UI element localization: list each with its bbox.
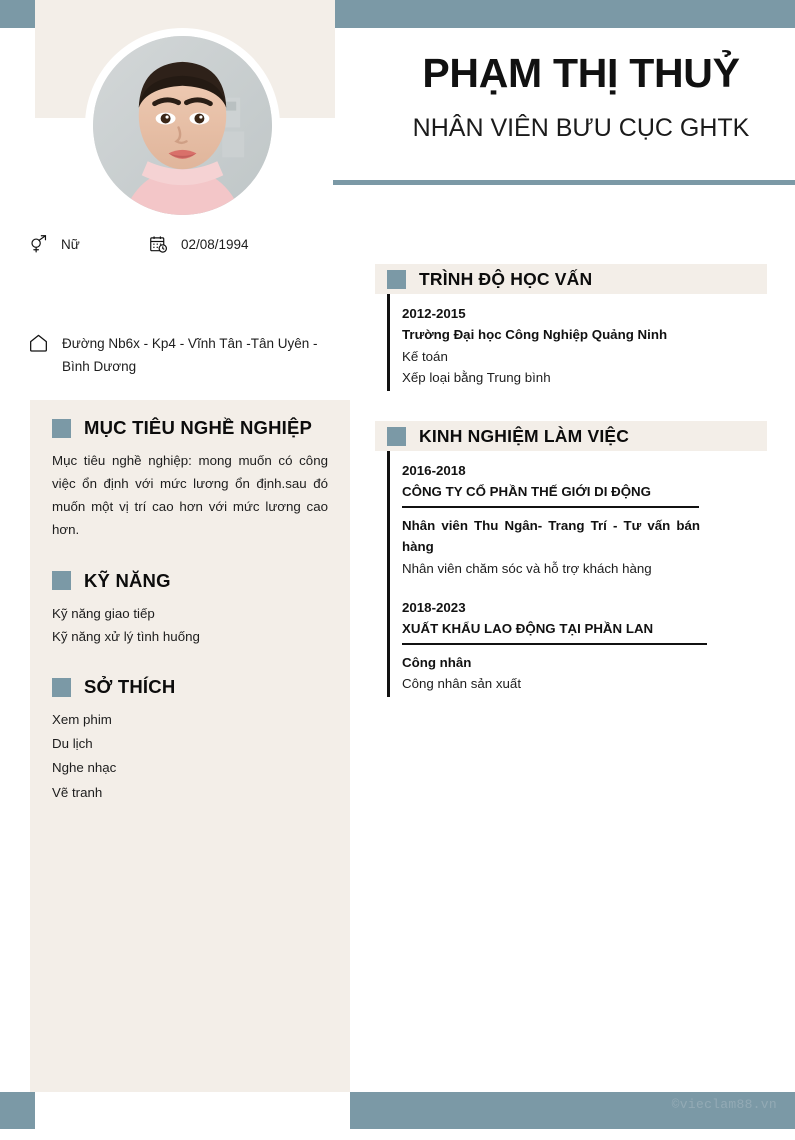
skills-list [52, 602, 328, 649]
experience-description: Công nhân sản xuất [402, 676, 522, 692]
personal-meta-row [25, 232, 335, 256]
list-item: Du lịch [52, 736, 93, 752]
square-bullet-icon [52, 419, 71, 438]
section-education-title: TRÌNH ĐỘ HỌC VẤN [419, 268, 593, 289]
experience-company: CÔNG TY CỔ PHẦN THẾ GIỚI DI ĐỘNG [402, 481, 699, 507]
portrait-illustration [93, 36, 272, 215]
job-title: NHÂN VIÊN BƯU CỤC GHTK [412, 114, 750, 142]
section-skills-title: KỸ NĂNG [84, 569, 171, 591]
square-bullet-icon [387, 270, 406, 289]
list-item: Kỹ năng xử lý tình huống [52, 628, 200, 644]
section-experience-title: KINH NGHIỆM LÀM VIỆC [419, 425, 630, 446]
address-field [25, 332, 335, 378]
experience-company: XUẤT KHẨU LAO ĐỘNG TẠI PHẦN LAN [402, 618, 707, 644]
watermark: ©vieclam88.vn [671, 1097, 777, 1112]
education-entry [402, 303, 767, 391]
section-education [375, 264, 767, 391]
list-item: Kỹ năng giao tiếp [52, 605, 155, 621]
section-hobbies-title: SỞ THÍCH [84, 676, 176, 698]
experience-years: 2016-2018 [402, 463, 466, 478]
education-years: 2012-2015 [402, 306, 466, 321]
list-item: Nghe nhạc [52, 760, 117, 776]
section-education-header [375, 264, 767, 294]
section-objective-title: MỤC TIÊU NGHỀ NGHIỆP [84, 417, 313, 438]
birthday-field [145, 232, 249, 256]
avatar [85, 28, 280, 223]
experience-years: 2018-2023 [402, 600, 466, 616]
left-column [0, 0, 350, 1140]
experience-timeline [387, 451, 767, 697]
square-bullet-icon [52, 571, 71, 590]
experience-description: Nhân viên chăm sóc và hỗ trợ khách hàng [402, 560, 652, 576]
section-experience [375, 421, 767, 697]
section-objective [30, 400, 350, 542]
gender-value: Nữ [61, 236, 80, 252]
section-hobbies-header [52, 676, 328, 698]
section-objective-header [52, 417, 328, 439]
education-major: Kế toán [402, 348, 448, 364]
page-title: PHẠM THỊ THUỶ [422, 50, 740, 96]
gender-icon [25, 232, 51, 256]
education-grade: Xếp loại bằng Trung bình [402, 370, 551, 386]
avatar-photo [93, 36, 272, 215]
address-value: Đường Nb6x - Kp4 - Vĩnh Tân -Tân Uyên - Bình Dương [62, 336, 318, 375]
experience-entry [402, 460, 767, 581]
education-timeline [387, 294, 767, 391]
experience-role: Công nhân [402, 654, 472, 670]
objective-text: Mục tiêu nghề nghiệp: mong muốn có công việc ổn định với mức lương ổn định.sau đó muốn một vị trí cao hơn với mức lương cao hơn. [52, 453, 328, 538]
gender-field [25, 232, 145, 256]
education-school: Trường Đại học Công Nghiệp Quảng Ninh [402, 327, 668, 343]
calendar-clock-icon [145, 232, 171, 256]
right-column [350, 0, 795, 1140]
square-bullet-icon [387, 427, 406, 446]
hobbies-list [52, 708, 328, 805]
home-icon [25, 332, 51, 354]
section-skills-header [52, 570, 328, 592]
sidebar-panel [30, 400, 350, 1092]
birthday-value: 02/08/1994 [181, 236, 249, 252]
list-item: Vẽ tranh [52, 784, 103, 800]
list-item: Xem phim [52, 712, 112, 728]
square-bullet-icon [52, 678, 71, 697]
section-hobbies [30, 648, 350, 805]
title-divider [333, 180, 795, 185]
section-skills [30, 542, 350, 649]
experience-role: Nhân viên Thu Ngân- Trang Trí - Tư vấn bán hàng [402, 517, 700, 555]
experience-entry [402, 581, 767, 697]
section-experience-header [375, 421, 767, 451]
